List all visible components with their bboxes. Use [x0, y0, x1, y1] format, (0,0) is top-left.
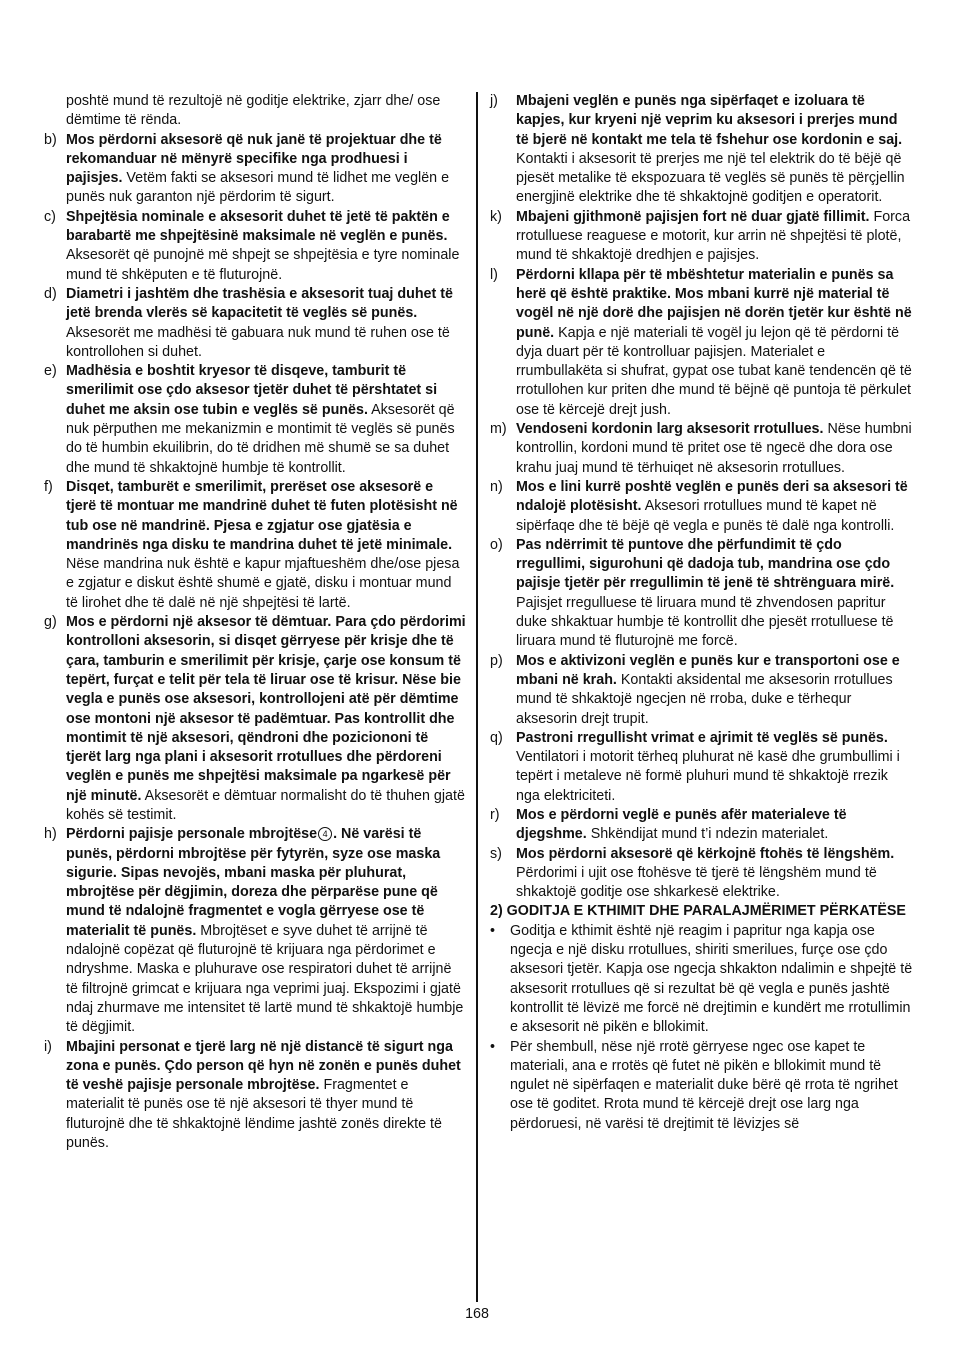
column-divider: [476, 92, 478, 1302]
item-bold-text: Mos e aktivizoni veglën e punës kur e transportoni ose e mbani në krah.: [516, 652, 900, 688]
list-item: [40, 285, 466, 362]
figure-reference: 4: [318, 827, 332, 841]
item-label: f): [44, 478, 53, 495]
item-bold-text: Vendoseni kordonin larg aksesorit rrotullues.: [516, 421, 824, 438]
item-text: Ventilatori i motorit tërheq pluhurat në kasë dhe grumbullimi i tepërt i metaleve në formë pluhuri mund të shkaktojë rrezik nga elektriciteti.: [516, 749, 900, 804]
left-column: [40, 92, 466, 1153]
list-item: [40, 1038, 466, 1154]
item-bold-text: Mbajeni veglën e punës nga sipërfaqet e izoluara të kapjes, kur kryeni një veprim ku aksesori i prerjes mund të bjerë në kontakt me tela të fshehur ose kordonin e saj.: [516, 93, 903, 148]
item-label: i): [44, 1038, 52, 1055]
item-text: Forca rrotulluese reaguese e motorit, kur arrin në shpejtësi të plotë, mund të shkaktojë dredhjen e pajisjes.: [516, 208, 911, 264]
item-text: Fragmentet e materialit të punës ose të një aksesori të thyer mund të fluturojnë dhe të shkaktojnë lëndime jashtë zonës direkte të punës.: [66, 1077, 442, 1152]
item-bold-text: Mos e përdorni veglë e punës afër materialeve të djegshme.: [516, 806, 847, 843]
list-item: [490, 845, 914, 903]
item-label: g): [44, 614, 57, 631]
section-heading: 2) GODITJA E KTHIMIT DHE PARALAJMËRIMET PËRKATËSE: [490, 903, 906, 920]
bullet-icon: •: [490, 1038, 496, 1055]
item-label: s): [490, 845, 502, 862]
item-text: Kontakti i aksesorit të prerjes me një tel elektrik do të bëjë që pjesët metalike të ekspozuara të veglës së punës të përçjellin energjinë elektrike dhe të shkaktojnë goditjen e operatorit.: [516, 150, 905, 206]
item-bold-text: Disqet, tamburët e smerilimit, prerëset ose aksesorë e tjerë të montuar me mandrinë duhet të futen plotësisht në tub ose në mandrinë. Pjesa e zgjatur ose gjatësia e mandrinës nga disku te mandrina duhet të jetë minimale.: [66, 478, 458, 553]
item-label: q): [490, 729, 503, 746]
right-items: [490, 92, 914, 902]
item-label: d): [44, 285, 57, 302]
item-bold-text: Mos përdorni aksesorë që nuk janë të projektuar dhe të rekomanduar në mënyrë specifike nga prodhuesi i pajisjes.: [66, 131, 442, 187]
left-items: [40, 131, 466, 1154]
item-text: Pajisjet rregulluese të liruara mund të zhvendosen papritur duke shkaktuar humbje të kontrollit dhe pjesët rrotulluese të liruara mund të fluturojnë me forcë.: [516, 594, 894, 650]
list-item: [40, 825, 466, 1037]
list-item: [490, 806, 914, 845]
list-item: [40, 613, 466, 825]
list-item: [490, 92, 914, 208]
item-label: k): [490, 208, 502, 225]
bullet-item: [490, 922, 914, 1038]
item-text: Shkëndijat mund t’i ndezin materialet.: [586, 826, 829, 843]
item-text: Mbrojtëset e syve duhet të arrijnë të ndalojnë copëzat që fluturojnë të krijuara nga përdorimet e ndryshme. Maska e pluhurave ose respiratori duhet të arrijnë të filtrojnë grimcat e krijuara nga veprimi juaj. Ekspozimi i gjatë ndaj zhurmave me intensitet të lartë mund të shkaktojë humbje të dëgjimit.: [66, 922, 464, 1036]
bullet-list: [490, 922, 914, 1134]
list-item: [490, 266, 914, 420]
item-bold-text: Mos përdorni aksesorë që kërkojnë ftohës të lëngshëm.: [516, 845, 895, 862]
item-text: Përdorimi i ujit ose ftohësve të tjerë të lëngshëm mund të shkaktojë goditje ose shkarkesë elektrike.: [516, 864, 877, 901]
item-text: Nëse humbni kontrollin, kordoni mund të pritet ose të ngecë dhe dora ose krahu juaj mund të tërhuiqet në aksesorin rrotullues.: [516, 421, 912, 476]
item-bold-text: . Në varësi të punës, përdorni mbrojtëse për fytyrën, syze ose maska sigurie. Sipas nevojës, mbani maska për pluhurat, mbrojtëse për dëgjimin, doreza dhe përparëse pune që mund të ndalojnë fragmentet e vogla gërryese ose të materialit të punës.: [66, 826, 441, 939]
item-bold-text: Shpejtësia nominale e aksesorit duhet të jetë të paktën e barabartë me shpejtësinë maksimale në veglën e punës.: [66, 208, 450, 245]
item-bold-text: Pastroni rregullisht vrimat e ajrimit të veglës së punës.: [516, 729, 888, 746]
item-label: b): [44, 131, 57, 148]
item-bold-text: Madhësia e boshtit kryesor të disqeve, tamburit të smerilimit ose çdo aksesor tjetër duhet të përshtatet si duhet me aksin ose tubin e veglës së punës.: [66, 363, 438, 418]
list-item: [490, 420, 914, 478]
item-label: r): [490, 806, 500, 823]
list-item: [490, 729, 914, 806]
item-label: l): [490, 266, 498, 283]
item-bold-text: Mbajeni gjithmonë pajisjen fort në duar gjatë fillimit.: [516, 208, 870, 225]
bullet-icon: •: [490, 922, 496, 939]
bullet-text: Për shembull, nëse një rrotë gërryese ngec ose kapet te materiali, ana e rrotës që futet në pikën e bllokimit mund të ngulet në sipërfaqen e materialit duke bërë që rrota të ngrihet ose të goditet. Rrota mund të kërcejë drejt ose larg nga përdoruesi, në varësi të drejtimit të lëvizjes së: [510, 1038, 898, 1132]
list-item: [490, 536, 914, 652]
list-item: [40, 131, 466, 208]
item-text: Aksesorët që punojnë më shpejt se shpejtësia e tyre nominale mund të shkëputen e të fluturojnë.: [66, 247, 460, 283]
item-text: Kontakti aksidental me aksesorin rrotullues mund të shkaktojë ngecjen në rroba, duke e tërhequr aksesorin drejt trupit.: [516, 671, 893, 727]
item-bold-text: Mos e përdorni një aksesor të dëmtuar. Para çdo përdorimi kontrolloni aksesorin, si disqet gërryese për krisje dhe të çara, tamburin e smerilimit për krisje, çarje ose konsum të tepërt, furçat e telit për tela të liruar ose të krisur. Nëse bie vegla e punës ose aksesori, kontrollojeni atë për dëmtime ose montoni një aksesor të padëmtuar. Pas kontrollit dhe montimit të një aksesori, qëndroni dhe poziciononi të tjerët larg nga plani i aksesorit rrotullues dhe përdoreni veglën e punës me shpejtësi maksimale pa ngarkesë për një minutë.: [66, 614, 466, 804]
item-bold-text: Përdorni pajisje personale mbrojtëse: [66, 826, 318, 843]
item-label: p): [490, 652, 503, 669]
item-label: n): [490, 478, 503, 495]
list-item: [40, 478, 466, 613]
item-bold-text: Mos e lini kurrë poshtë veglën e punës deri sa aksesori të ndalojë plotësisht.: [516, 478, 908, 515]
list-item: [40, 208, 466, 285]
item-label: j): [490, 93, 498, 109]
item-text: Kapja e një materiali të vogël ju lejon që të përdorni të dyja duart për të kontrolluar pajisjen. Materialet e rrumbullakëta si shufrat, gypat ose tubat kanë tendencën që të rrotullohen kur priten dhe mund të bëjnë që puntoja të përkulet ose të kërcejë drejt jush.: [516, 324, 912, 418]
page-number: 168: [465, 1306, 489, 1322]
item-text: Nëse mandrina nuk është e kapur mjaftueshëm dhe/ose pjesa e zgjatur e diskut është shumë e gjatë, disku i montuar mund të lirohet dhe të dalë në një shpejtësi të lartë.: [66, 556, 460, 611]
intro-paragraph: poshtë mund të rezultojë në goditje elektrike, zjarr dhe/ ose dëmtime të rënda.: [66, 93, 441, 129]
bullet-text: Goditja e kthimit është një reagim i papritur nga kapja ose ngecja e një disku rrotullues, shiriti smerilues, furçe ose çdo aksesori tjetër. Kapja ose ngecja shkakton ndalimin e shpejtë të aksesorit rrotullues që si rezultat bë që vegla e punës jashtë kontrollit të lëvizë me forcë në drejtimin e kundërt me rrotullimin e aksesorit në pikën e bllokimit.: [510, 922, 913, 1036]
item-text: Aksesorët që nuk përputhen me mekanizmin e montimit të veglës së punës do të humbin ekuilibrin, do të dridhen më shumë se sa duhet dhe mund të shkaktojnë humbje të kontrollit.: [66, 401, 455, 476]
item-text: Vetëm fakti se aksesori mund të lidhet me veglën e punës nuk garanton një përdorim të sigurt.: [66, 170, 450, 206]
item-text: Aksesorët me madhësi të gabuara nuk mund të ruhen ose të kontrollohen si duhet.: [66, 324, 450, 360]
list-item: [40, 362, 466, 478]
item-text: Aksesorët e dëmtuar normalisht do të thuhen gjatë kohës së testimit.: [66, 787, 465, 823]
item-text: Aksesori rrotullues mund të kapet në sipërfaqe dhe të bëjë që vegla e punës të dalë nga kontrolli.: [516, 498, 895, 534]
item-label: c): [44, 208, 56, 225]
list-item: [490, 208, 914, 266]
item-label: m): [490, 421, 507, 438]
right-column: [490, 92, 914, 1134]
item-label: h): [44, 826, 57, 843]
item-label: e): [44, 363, 57, 380]
list-item: [490, 478, 914, 536]
item-bold-text: Përdorni kllapa për të mbështetur materialin e punës sa herë që është praktike. Mos mbani kurrë një material të vogël në një dorë dhe pajisjen në dorën tjetër kur është në punë.: [516, 266, 912, 341]
item-label: o): [490, 536, 503, 553]
item-bold-text: Mbajini personat e tjerë larg në një distancë të sigurt nga zona e punës. Çdo person që hyn në zonën e punës duhet të veshë pajisje personale mbrojtëse.: [66, 1038, 461, 1094]
bullet-item: [490, 1038, 914, 1134]
item-bold-text: Diametri i jashtëm dhe trashësia e aksesorit tuaj duhet të jetë brenda vlerës së kapacitetit të veglës së punës.: [66, 285, 453, 322]
item-bold-text: Pas ndërrimit të puntove dhe përfundimit të çdo rregullimi, sigurohuni që dadoja tub, mandrina ose çdo pajisje tjetër për rregullimin të jenë të shtrënguara mirë.: [516, 536, 895, 592]
list-item: [490, 652, 914, 729]
